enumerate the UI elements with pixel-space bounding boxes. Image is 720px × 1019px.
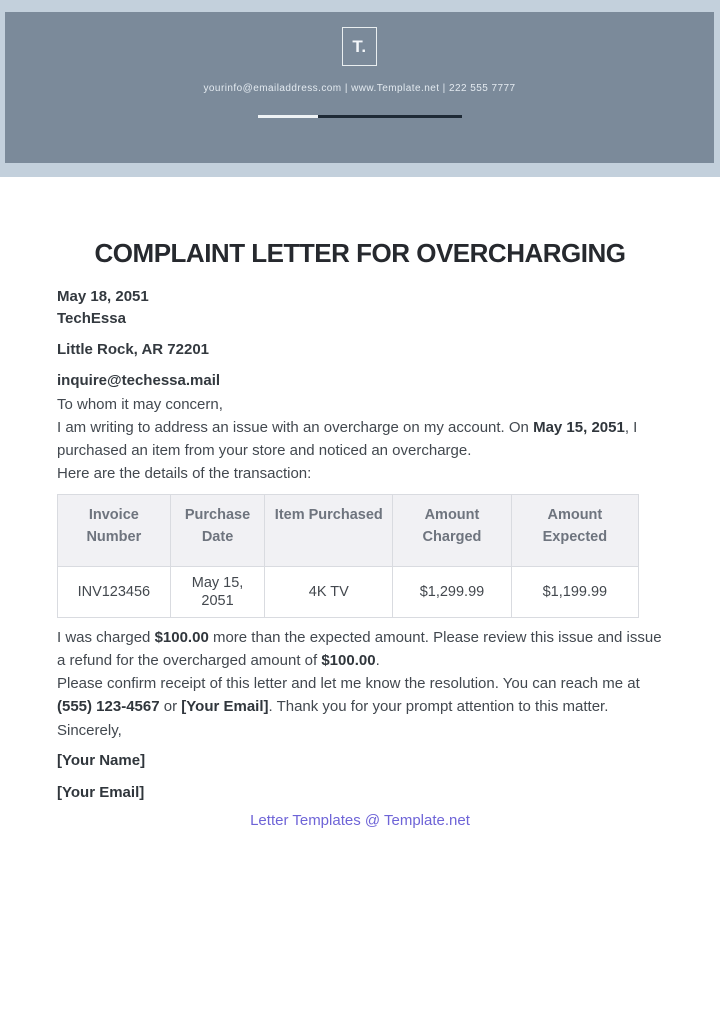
plain-text: . Thank you for your prompt attention to this matter. xyxy=(268,698,609,715)
transaction-table xyxy=(57,494,639,618)
divider-light-segment xyxy=(258,115,318,118)
table-row xyxy=(58,567,639,618)
table-cell: INV123456 xyxy=(58,567,171,618)
plain-text: I was charged xyxy=(57,629,155,646)
emphasized-text: $100.00 xyxy=(321,652,376,669)
plain-text: I am writing to address an issue with an overcharge on my account. On xyxy=(57,419,534,436)
emphasized-text: May 15, 2051 xyxy=(533,419,625,436)
letterhead xyxy=(0,0,720,177)
table-header-cell: Invoice Number xyxy=(58,495,171,567)
template-logo-icon xyxy=(342,27,377,66)
salutation: To whom it may concern, xyxy=(57,396,223,413)
paragraph-confirm xyxy=(57,672,663,718)
table-header-cell: Item Purchased xyxy=(265,495,393,567)
details-lead: Here are the details of the transaction: xyxy=(57,465,312,482)
plain-text: Please confirm receipt of this letter and let me know the resolution. You can reach me at xyxy=(57,675,640,692)
letterhead-band xyxy=(5,12,714,163)
company-address: Little Rock, AR 72201 xyxy=(57,341,209,358)
letterhead-contact-line: yourinfo@emailaddress.com | www.Template.net | 222 555 7777 xyxy=(203,83,516,94)
table-cell: May 15, 2051 xyxy=(170,567,265,618)
table-cell: 4K TV xyxy=(265,567,393,618)
transaction-table-header xyxy=(58,495,639,567)
plain-text: . xyxy=(375,652,380,669)
letter-document xyxy=(0,238,720,829)
emphasized-text: (555) 123-4567 xyxy=(57,698,160,715)
table-header-row xyxy=(58,495,639,567)
letter-title: COMPLAINT LETTER FOR OVERCHARGING xyxy=(94,238,626,268)
signature-email: [Your Email] xyxy=(57,784,145,801)
letter-date: May 18, 2051 xyxy=(57,288,149,305)
plain-text: , I purchased an item from your store and noticed an overcharge. xyxy=(57,419,638,459)
table-cell: $1,199.99 xyxy=(511,567,638,618)
table-header-cell: Purchase Date xyxy=(170,495,265,567)
paragraph-intro xyxy=(57,416,663,462)
emphasized-text: $100.00 xyxy=(154,629,209,646)
letterhead-divider xyxy=(258,115,462,118)
emphasized-text: [Your Email] xyxy=(181,698,269,715)
sender-block xyxy=(57,286,663,392)
closing: Sincerely, xyxy=(57,722,122,739)
logo-text: T. xyxy=(352,36,367,56)
footer-credit xyxy=(57,812,663,829)
table-cell: $1,299.99 xyxy=(393,567,512,618)
table-header-cell: Amount Expected xyxy=(511,495,638,567)
plain-text: more than the expected amount. Please review this issue and issue a refund for the overcharged amount of xyxy=(57,629,662,669)
plain-text: or xyxy=(159,698,182,715)
paragraph-charged xyxy=(57,626,663,672)
company-name: TechEssa xyxy=(57,310,126,327)
divider-dark-segment xyxy=(318,115,462,118)
signature-name: [Your Name] xyxy=(57,752,146,769)
template-net-link[interactable]: Letter Templates @ Template.net xyxy=(250,812,470,829)
table-header-cell: Amount Charged xyxy=(393,495,512,567)
sender-email: inquire@techessa.mail xyxy=(57,372,221,389)
transaction-table-body xyxy=(58,567,639,618)
